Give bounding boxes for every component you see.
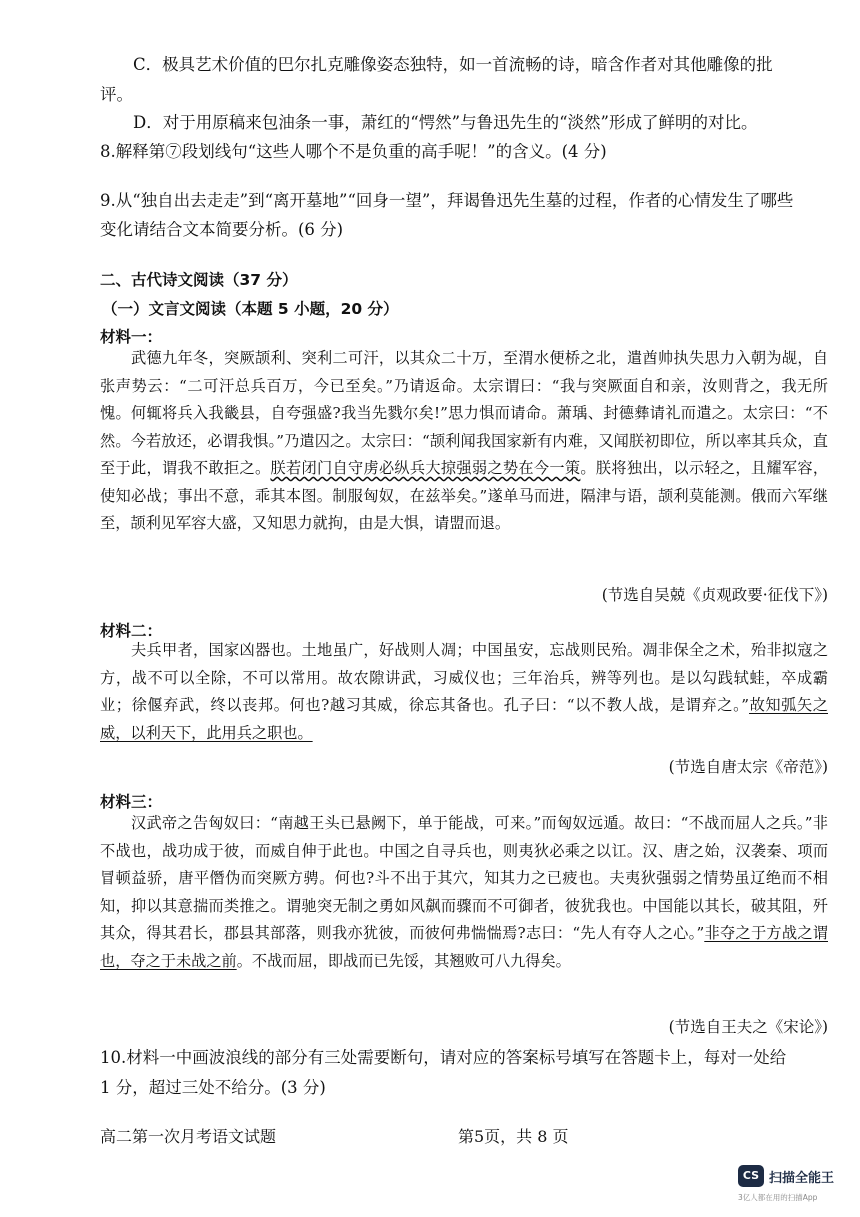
material-2-para: 夫兵甲者，国家凶器也。土地虽广，好战则人凋；中国虽安，忘战则民殆。凋非保全之术，殆非拟寇之方，战不可以全除，不可以常用。故农隙讲武，习威仪也；三年治兵，辨等列也。是以勾践轼蛙，卒成霸业；徐偃弃武，终以丧邦。何也?越习其威，徐忘其备也。孔子曰：“以不教人战，是谓弃之。” [100,641,828,714]
question-9-line1: 9.从“独自出去走走”到“离开墓地”“回身一望”，拜谒鲁迅先生墓的过程，作者的心情发生了哪些 [100,191,794,210]
material-1-para: 武德九年冬，突厥颉利、突利二可汗，以其众二十万，至渭水便桥之北，遣酋帅执失思力入朝为觇，自张声势云：“二可汗总兵百万，今已至矣。”乃请返命。太宗谓曰：“我与突厥面自和亲，汝则背之，我无所愧。何辄将兵入我畿县，自夸强盛?我当先戮尔矣!”思力惧而请命。萧瑀、封德彝请礼而遣之。太宗曰：“不然。今若放还，必谓我惧。”乃遣囚之。太宗曰：“颉利闻我国家新有内难，又闻朕初即位，所以率其兵众，直至于此，谓我不敢拒之。 [100,349,828,477]
watermark-tagline: 3亿人都在用的扫描App [738,1193,818,1202]
footer-page-number: 第5页，共 8 页 [458,1127,569,1146]
question-10-line2: 1 分，超过三处不给分。(3 分) [100,1078,326,1097]
material-3-source: (节选自王夫之《宋论》) [668,1018,828,1036]
camscanner-logo-icon: CS [738,1165,764,1187]
option-c-line1: C．极具艺术价值的巴尔扎克雕像姿态独特，如一首流畅的诗，暗含作者对其他雕像的批 [133,55,773,74]
material-2-text [100,637,828,747]
option-d: D．对于用原稿来包油条一事，萧红的“愕然”与鲁迅先生的“淡然”形成了鲜明的对比。 [133,113,758,132]
section-heading: 二、古代诗文阅读（37 分） [100,271,298,289]
material-3-underlined-sentence: 非夺之于方战之谓也，夺之于未战之前 [100,924,828,970]
question-9-line2: 变化请结合文本简要分析。(6 分) [100,220,344,239]
question-10-line1: 10.材料一中画波浪线的部分有三处需要断句，请对应的答案标号填写在答题卡上，每对一处给 [100,1048,787,1067]
material-3-label: 材料三： [100,793,163,811]
material-1-wavy-sentence: 朕若闭门自守虏必纵兵大掠强弱之势在今一策 [270,459,581,477]
material-1-para-end: 。朕将独出，以示轻之，且耀军容，使知必战；事出不意，乖其本图。制服匈奴，在兹举矣。”遂单马而进，隔津与语，颉利莫能测。俄而六军继至，颉利见军容大盛，又知思力就拘，由是大惧，请盟而退。 [100,459,829,532]
material-2-underlined-sentence: 故知弧矢之威，以利天下，此用兵之职也。 [100,696,828,742]
question-8: 8.解释第⑦段划线句“这些人哪个不是负重的高手呢！”的含义。(4 分) [100,142,607,161]
material-3-text [100,810,828,975]
material-3-para: 汉武帝之告匈奴曰：“南越王头已悬阙下，单于能战，可来。”而匈奴远遁。故曰：“不战而屈人之兵。”非不战也，战功成于彼，而威自伸于此也。中国之自寻兵也，则夷狄必乘之以讧。汉、唐之始，汉袭秦、项而冒顿益骄，唐平僭伪而突厥方骋。何也?斗不出于其穴，知其力之已疲也。夫夷狄强弱之情势虽辽绝而不相知，抑以其意揣而类推之。谓驰突无制之勇如风飙而骤而不可御者，彼犹我也。中国能以其长，破其阻，歼其众，得其君长，郡县其部落，则我亦犹彼，而彼何弗惴惴焉?志曰：“先人有夺人之心。” [100,814,828,942]
watermark-app-name: 扫描全能王 [769,1171,835,1186]
material-1-source: (节选自吴兢《贞观政要·征伐下》) [601,586,828,604]
footer-exam-title: 高二第一次月考语文试题 [100,1127,277,1146]
subsection-heading: （一）文言文阅读（本题 5 小题，20 分） [102,300,399,318]
material-1-text [100,345,828,538]
material-2-source: (节选自唐太宗《帝范》) [668,758,828,776]
scanner-watermark [738,1165,858,1207]
material-1-label: 材料一： [100,328,163,346]
option-c-line2: 评。 [100,85,133,104]
material-2-label: 材料二： [100,622,163,640]
material-3-para-end: 。不战而屈，即战而已先馁，其翘败可八九得矣。 [236,951,571,970]
